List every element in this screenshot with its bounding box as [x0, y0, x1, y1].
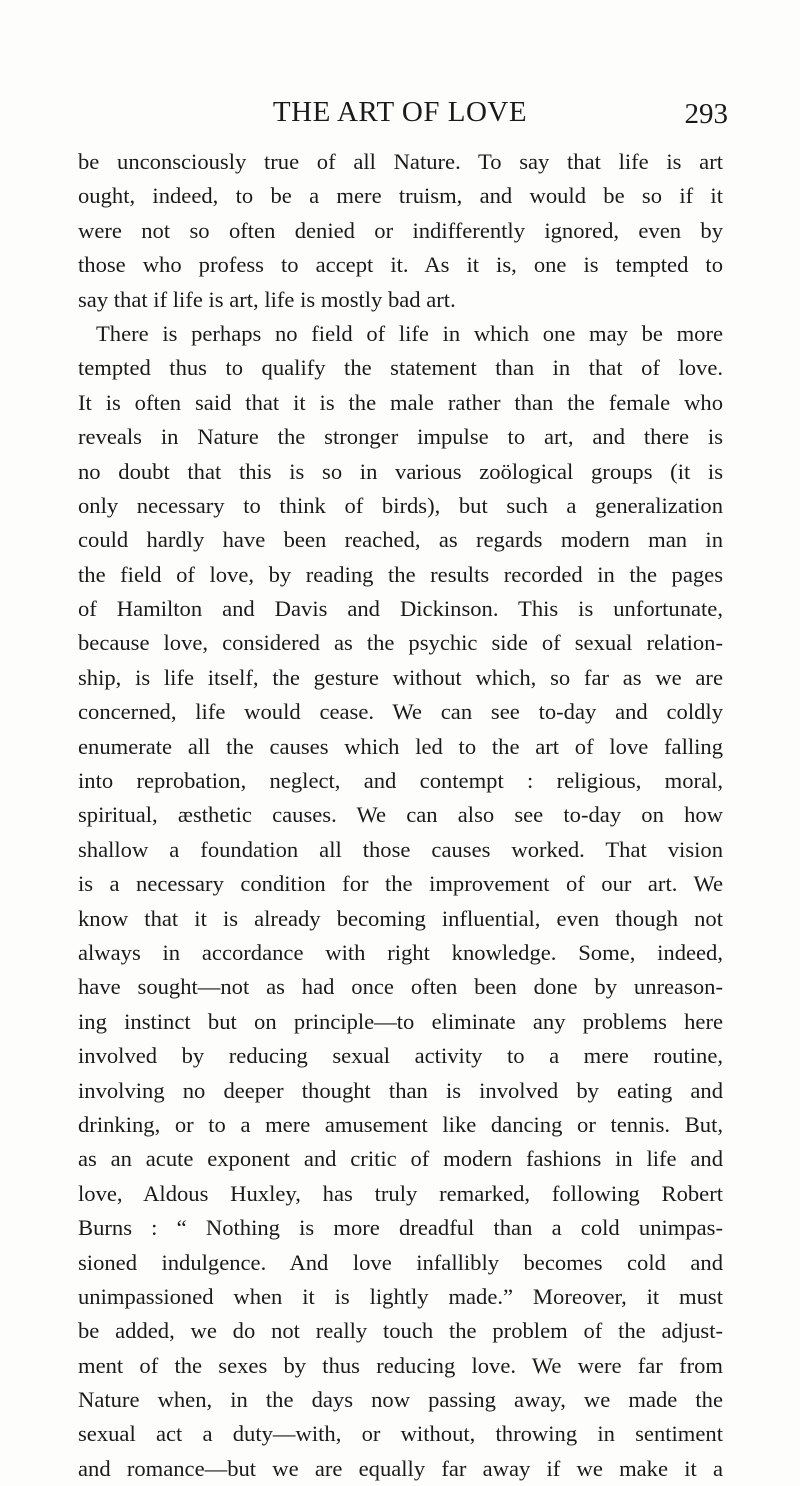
text-line: ment of the sexes by thus reducing love. We were far from: [78, 1352, 723, 1378]
text-line: ship, is life itself, the gesture without which, so far as we are: [78, 664, 723, 690]
text-line: involved by reducing sexual activity to a mere routine,: [78, 1043, 723, 1069]
page-number: 293: [684, 98, 728, 130]
text-line: It is often said that it is the male rather than the female who: [78, 389, 723, 415]
text-line: have sought—not as had once often been done by unreason-: [78, 974, 723, 1000]
text-line: only necessary to think of birds), but such a generalization: [78, 492, 723, 518]
text-line: ing instinct but on principle—to eliminate any problems here: [78, 1008, 723, 1034]
text-line: concerned, life would cease. We can see to-day and coldly: [78, 699, 723, 725]
text-line: Burns : “ Nothing is more dreadful than a cold unimpas-: [78, 1215, 723, 1241]
text-line: were not so often denied or indifferently ignored, even by: [78, 217, 723, 243]
body-text: [78, 145, 723, 1486]
text-line: reveals in Nature the stronger impulse to art, and there is: [78, 424, 723, 450]
text-line: and romance—but we are equally far away if we make it a: [78, 1455, 723, 1481]
text-line: the field of love, by reading the results recorded in the pages: [78, 561, 723, 587]
text-line: tempted thus to qualify the statement than in that of love.: [78, 355, 723, 381]
text-line: as an acute exponent and critic of modern fashions in life and: [78, 1146, 723, 1172]
text-line: be added, we do not really touch the problem of the adjust-: [78, 1318, 723, 1344]
text-line: There is perhaps no field of life in which one may be more: [96, 320, 723, 346]
text-line: drinking, or to a mere amusement like dancing or tennis. But,: [78, 1111, 723, 1137]
text-line: no doubt that this is so in various zoölogical groups (it is: [78, 458, 723, 484]
text-line: into reprobation, neglect, and contempt : religious, moral,: [78, 768, 723, 794]
text-line: unimpassioned when it is lightly made.” Moreover, it must: [78, 1283, 723, 1309]
text-line: enumerate all the causes which led to the art of love falling: [78, 733, 723, 759]
text-line: those who profess to accept it. As it is, one is tempted to: [78, 252, 723, 278]
text-line: Nature when, in the days now passing away, we made the: [78, 1387, 723, 1413]
text-line: of Hamilton and Davis and Dickinson. This is unfortunate,: [78, 596, 723, 622]
text-line: sexual act a duty—with, or without, throwing in sentiment: [78, 1421, 723, 1447]
text-line: is a necessary condition for the improvement of our art. We: [78, 871, 723, 897]
text-line: always in accordance with right knowledge. Some, indeed,: [78, 939, 723, 965]
text-line: because love, considered as the psychic side of sexual relation-: [78, 630, 723, 656]
text-line: say that if life is art, life is mostly bad art.: [78, 286, 456, 312]
text-line: sioned indulgence. And love infallibly becomes cold and: [78, 1249, 723, 1275]
text-line: spiritual, æsthetic causes. We can also see to-day on how: [78, 802, 723, 828]
text-line: know that it is already becoming influential, even though not: [78, 905, 723, 931]
text-line: involving no deeper thought than is involved by eating and: [78, 1077, 723, 1103]
running-head: [0, 92, 800, 132]
text-line: could hardly have been reached, as regards modern man in: [78, 527, 723, 553]
running-title: THE ART OF LOVE: [272, 96, 528, 128]
text-line: ought, indeed, to be a mere truism, and would be so if it: [78, 183, 723, 209]
text-line: love, Aldous Huxley, has truly remarked, following Robert: [78, 1180, 723, 1206]
text-line: shallow a foundation all those causes worked. That vision: [78, 836, 723, 862]
text-line: be unconsciously true of all Nature. To say that life is art: [78, 149, 723, 174]
